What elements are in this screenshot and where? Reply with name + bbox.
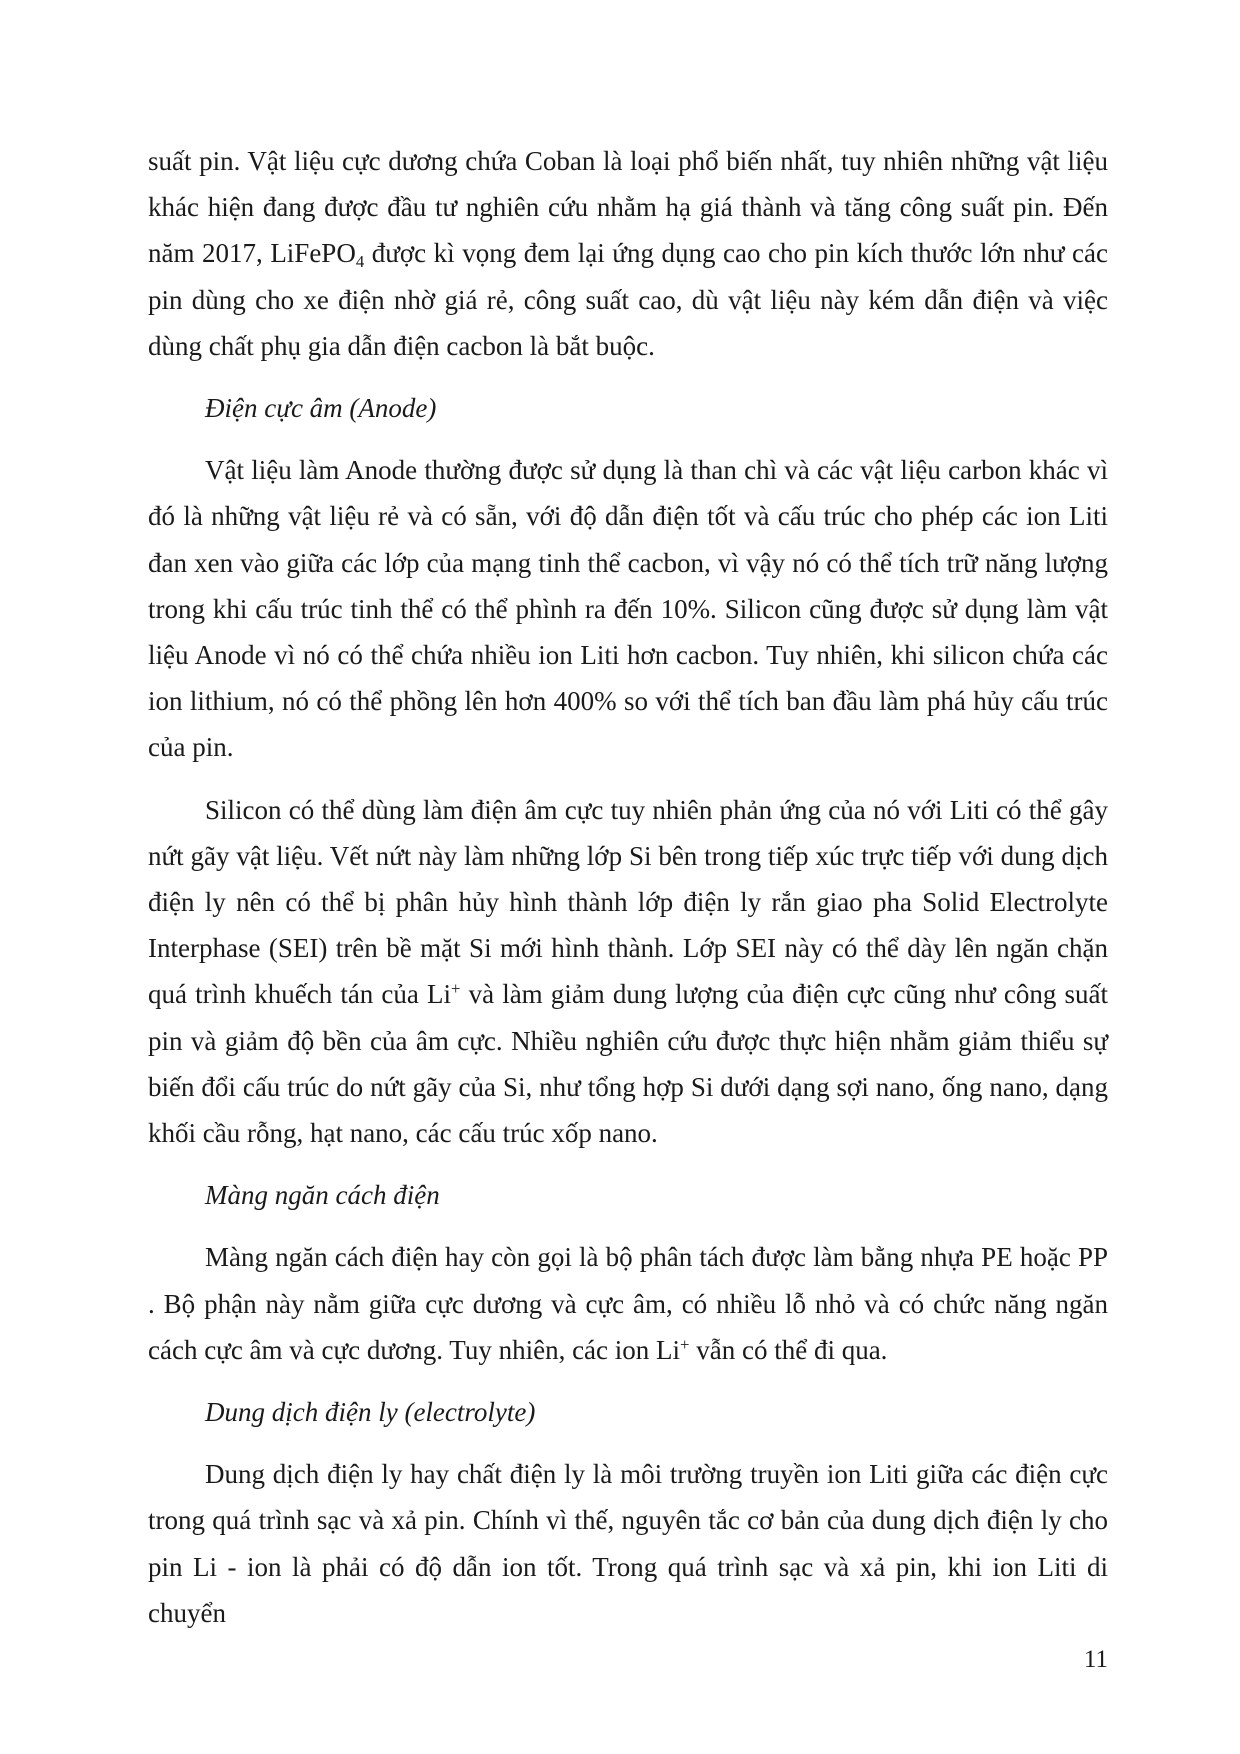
page-number: 11: [1083, 1646, 1108, 1673]
paragraph-anode: Vật liệu làm Anode thường được sử dụng là than chì và các vật liệu carbon khác vì đó là những vật liệu rẻ và có sẵn, với độ dẫn điện tốt và cấu trúc cho phép các ion Liti đan xen vào giữa các lớp của mạng tinh thể cacbon, vì vậy nó có thể tích trữ năng lượng trong khi cấu trúc tinh thể có thể phình ra đến 10%. Silicon cũng được sử dụng làm vật liệu Anode vì nó có thể chứa nhiều ion Liti hơn cacbon. Tuy nhiên, khi silicon chứa các ion lithium, nó có thể phồng lên hơn 400% so với thể tích ban đầu làm phá hủy cấu trúc của pin.: [148, 455, 1108, 763]
section-heading-electrolyte: Dung dịch điện ly (electrolyte): [205, 1397, 536, 1428]
paragraph-separator: [148, 1234, 1108, 1373]
section-heading-separator: Màng ngăn cách điện: [205, 1180, 440, 1211]
paragraph-text: vẫn có thể đi qua.: [689, 1334, 888, 1365]
paragraph-silicon: [148, 787, 1108, 1157]
paragraph-text: Silicon có thể dùng làm điện âm cực tuy nhiên phản ứng của nó với Liti có thể gây nứt gãy vật liệu. Vết nứt này làm những lớp Si bên trong tiếp xúc trực tiếp với dung dịch điện ly nên có thể bị phân hủy hình thành lớp điện ly rắn giao pha Solid Electrolyte Interphase (SEI) trên bề mặt Si mới hình thành. Lớp SEI này có thể dày lên ngăn chặn quá trình khuếch tán của Li: [148, 794, 1108, 1010]
paragraph-text: được kì vọng đem lại ứng dụng cao cho pin kích thước lớn như các pin dùng cho xe điện nhờ giá rẻ, công suất cao, dù vật liệu này kém dẫn điện và việc dùng chất phụ gia dẫn điện cacbon là bắt buộc.: [148, 238, 1108, 361]
paragraph-electrolyte: Dung dịch điện ly hay chất điện ly là môi trường truyền ion Liti giữa các điện cực trong quá trình sạc và xả pin. Chính vì thế, nguyên tắc cơ bản của dung dịch điện ly cho pin Li - ion là phải có độ dẫn ion tốt. Trong quá trình sạc và xả pin, khi ion Liti di chuyển: [148, 1459, 1108, 1628]
paragraph-text: và làm giảm dung lượng của điện cực cũng như công suất pin và giảm độ bền của âm cực. Nhiều nghiên cứu được thực hiện nhằm giảm thiểu sự biến đổi cấu trúc do nứt gãy của Si, như tổng hợp Si dưới dạng sợi nano, ống nano, dạng khối cầu rỗng, hạt nano, các cấu trúc xốp nano.: [148, 979, 1108, 1149]
paragraph-text: suất pin. Vật liệu cực dương chứa Coban là loại phổ biến nhất, tuy nhiên những vật liệu khác hiện đang được đầu tư nghiên cứu nhằm hạ giá thành và tăng công suất pin. Đến năm 2017, LiFePO: [148, 146, 1108, 269]
superscript-plus: +: [680, 1334, 690, 1354]
body-text: [148, 138, 1108, 1636]
paragraph-cathode-continued: [148, 138, 1108, 369]
superscript-plus: +: [451, 979, 461, 999]
section-heading-anode: Điện cực âm (Anode): [205, 393, 437, 424]
subscript-4: 4: [355, 252, 365, 272]
paragraph-text: Màng ngăn cách điện hay còn gọi là bộ phân tách được làm bằng nhựa PE hoặc PP . Bộ phận này nằm giữa cực dương và cực âm, có nhiều lỗ nhỏ và có chức năng ngăn cách cực âm và cực dương. Tuy nhiên, các ion Li: [148, 1242, 1108, 1365]
